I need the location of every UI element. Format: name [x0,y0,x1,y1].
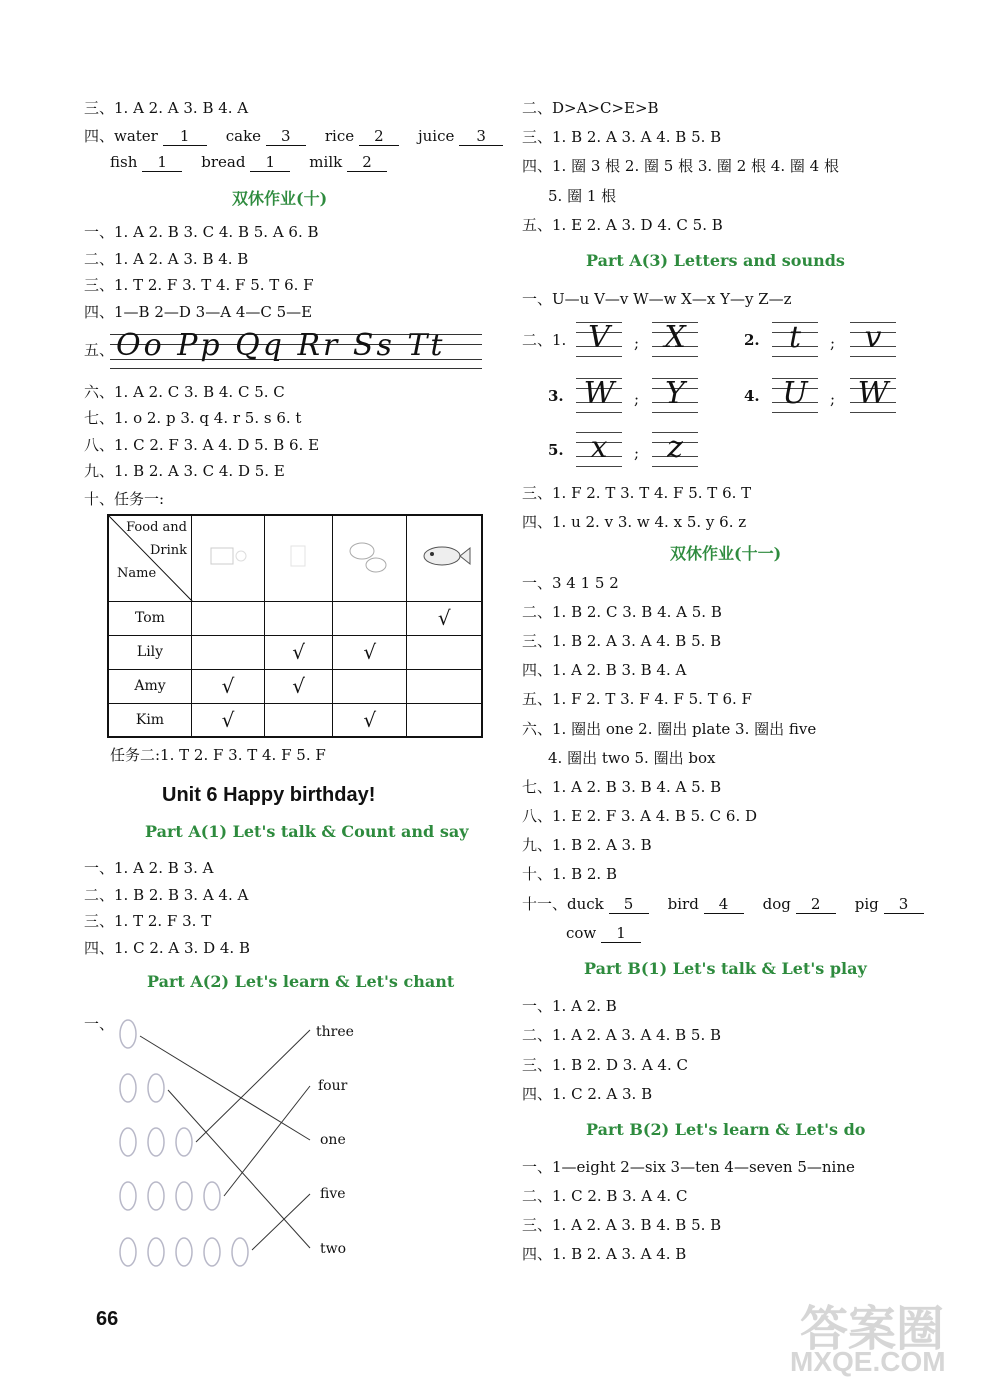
handwriting-letters: Oo Pp Qq Rr Ss Tt [116,328,446,363]
name-cell: Kim [108,703,191,737]
table-header-row [108,515,482,601]
answer-line: 六、1. 圈出 one 2. 圈出 plate 3. 圈出 five [522,720,817,738]
word-two: two [320,1241,347,1257]
answer-line: 二、1. C 2. B 3. A 4. C [522,1187,688,1205]
answer-line: 二、1. A 2. A 3. A 4. B 5. B [522,1026,722,1044]
food-image-cell [265,515,333,601]
check-cell: √ [191,703,264,737]
name-cell: Amy [108,669,191,703]
matching-diagram [110,1012,340,1272]
check-cell [191,601,264,635]
answer-line: 四、1. C 2. A 3. D 4. B [84,939,250,957]
blank: 5 [609,895,649,914]
text: pig [854,895,879,913]
blank: 3 [884,895,924,914]
answer-label: 五、 [84,341,115,359]
answer-line: 二、1. A 2. A 3. B 4. B [84,250,249,268]
check-cell [333,601,407,635]
juice-picture-icon [279,536,319,576]
text: milk [309,153,343,171]
guide-line [110,368,482,369]
answer-label: 5. [548,441,564,459]
letter: V [588,320,610,355]
check-cell [265,703,333,737]
answer-line: 十、1. B 2. B [522,865,617,883]
answer-line: 二、D>A>C>E>B [522,99,659,117]
separator: ; [634,334,640,352]
answer-line: 三、1. B 2. D 3. A 4. C [522,1056,688,1074]
answer-line: 四、1. C 2. A 3. B [522,1085,653,1103]
letter: X [664,320,686,355]
answer-line: 三、1. B 2. A 3. A 4. B 5. B [522,128,722,146]
header-name: Name [117,566,157,581]
blank: 3 [266,127,306,146]
answer-line: 四、1. B 2. A 3. A 4. B [522,1245,687,1263]
answer-label: 4. [744,387,760,405]
blank: 1 [250,153,290,172]
answer-line: 一、1—eight 2—six 3—ten 4—seven 5—nine [522,1158,855,1176]
blank: 1 [601,924,641,943]
letter: z [667,430,683,465]
answer-line: 三、1. A 2. A 3. B 4. B 5. B [522,1216,722,1234]
candle-icons [120,1020,248,1266]
answer-line: 九、1. B 2. A 3. C 4. D 5. E [84,462,285,480]
answer-line-blanks [110,152,387,172]
answer-line: 三、1. T 2. F 3. T [84,912,212,930]
letter-cell [850,318,896,360]
rice-picture-icon [340,531,400,581]
word-five: five [320,1186,346,1202]
answer-line: 四、1. u 2. v 3. w 4. x 5. y 6. z [522,513,747,531]
answer-line: 三、1. F 2. T 3. T 4. F 5. T 6. T [522,484,752,502]
answer-line: 十、任务一: [84,490,165,508]
food-image-cell [407,515,482,601]
section-heading: 双休作业(十) [232,189,328,208]
table-row [108,601,482,635]
text: 十一、duck [522,895,604,913]
letter-cell [652,318,698,360]
header-food: Food and [126,520,187,535]
diagonal-header-cell [108,515,191,601]
answer-line: 六、1. A 2. C 3. B 4. C 5. C [84,383,285,401]
letter: U [782,376,808,411]
answer-label: 二、1. [522,331,567,349]
letter-cell [772,374,818,416]
text: bread [201,153,246,171]
answer-line: 一、U—u V—v W—w X—x Y—y Z—z [522,290,792,308]
answer-line: 三、1. T 2. F 3. T 4. F 5. T 6. F [84,276,314,294]
answer-line: 七、1. o 2. p 3. q 4. r 5. s 6. t [84,409,302,427]
blank: 1 [163,127,207,146]
fish-picture-icon [414,536,474,576]
section-heading: Part B(1) Let's talk & Let's play [584,959,867,978]
text: rice [324,127,355,145]
check-cell [407,669,482,703]
answer-line: 二、1. B 2. C 3. B 4. A 5. B [522,603,722,621]
check-cell: √ [265,669,333,703]
section-heading: Part A(1) Let's talk & Count and say [145,822,469,841]
check-cell: √ [333,703,407,737]
check-cell [333,669,407,703]
answer-line: 五、1. E 2. A 3. D 4. C 5. B [522,216,723,234]
section-heading: 双休作业(十一) [670,544,782,563]
text: cake [225,127,262,145]
letter-cell [772,318,818,360]
check-cell: √ [407,601,482,635]
text: cow [566,924,597,942]
blank: 2 [796,895,836,914]
blank: 2 [347,153,387,172]
letter: v [864,320,882,355]
text: bird [667,895,699,913]
answer-line: 四、1. A 2. B 3. B 4. A [522,661,687,679]
check-cell [407,635,482,669]
answer-line: 九、1. B 2. A 3. B [522,836,652,854]
blank: 4 [704,895,744,914]
letter: t [788,320,802,355]
unit-title: Unit 6 Happy birthday! [162,784,376,806]
answer-line: 三、1. B 2. A 3. A 4. B 5. B [522,632,722,650]
letter-cell [652,374,698,416]
answer-line: 一、1. A 2. B 3. C 4. B 5. A 6. B [84,223,319,241]
check-cell: √ [333,635,407,669]
answer-line: 五、1. F 2. T 3. F 4. F 5. T 6. F [522,690,752,708]
word-three: three [316,1024,354,1040]
food-image-cell [333,515,407,601]
letter-cell [576,318,622,360]
answer-line-blanks [84,126,503,146]
table-row [108,703,482,737]
answer-line: 三、1. A 2. A 3. B 4. A [84,99,249,117]
answer-line: 四、1. 圈 3 根 2. 圈 5 根 3. 圈 2 根 4. 圈 4 根 [522,157,839,175]
answer-label: 3. [548,387,564,405]
blank: 1 [142,153,182,172]
blank: 3 [459,127,503,146]
answer-line: 一、3 4 1 5 2 [522,574,619,592]
check-cell [191,635,264,669]
answer-line: 四、1—B 2—D 3—A 4—C 5—E [84,303,313,321]
text: fish [110,153,138,171]
letter-cell [576,374,622,416]
name-cell: Tom [108,601,191,635]
text: dog [762,895,791,913]
watermark-domain: MXQE.COM [790,1346,946,1377]
answer-line: 一、1. A 2. B [522,997,617,1015]
separator: ; [830,334,836,352]
text: 四、water [84,127,158,145]
section-heading: Part A(3) Letters and sounds [586,251,845,270]
food-image-cell [191,515,264,601]
watermark-logo: 答案圈 [800,1303,945,1356]
section-heading: Part A(2) Let's learn & Let's chant [147,972,455,991]
check-cell: √ [265,635,333,669]
answer-line: 4. 圈出 two 5. 圈出 box [548,749,716,767]
page-number: 66 [96,1308,119,1330]
answer-line: 八、1. E 2. F 3. A 4. B 5. C 6. D [522,807,758,825]
answer-line: 任务二:1. T 2. F 3. T 4. F 5. F [110,746,326,764]
letter: W [857,376,889,411]
letter-cell [652,428,698,470]
answer-line: 二、1. B 2. B 3. A 4. A [84,886,249,904]
letter: W [583,376,615,411]
answer-line: 八、1. C 2. F 3. A 4. D 5. B 6. E [84,436,320,454]
milk-picture-icon [203,536,253,576]
letter: Y [665,376,685,411]
table-row [108,669,482,703]
separator: ; [634,390,640,408]
answer-line-blanks [566,923,641,943]
answer-label: 一、 [84,1015,115,1033]
letter-cell [576,428,622,470]
separator: ; [634,444,640,462]
food-drink-table [107,514,483,738]
answer-line: 5. 圈 1 根 [548,187,617,205]
answer-line: 一、1. A 2. B 3. A [84,859,214,877]
answer-line: 七、1. A 2. B 3. B 4. A 5. B [522,778,722,796]
word-four: four [318,1078,348,1094]
answer-line-blanks [522,894,924,914]
letter-cell [850,374,896,416]
word-one: one [320,1132,346,1148]
check-cell [265,601,333,635]
name-cell: Lily [108,635,191,669]
matching-lines [140,1030,310,1250]
table-row [108,635,482,669]
header-drink: Drink [149,543,187,558]
text: juice [418,127,455,145]
separator: ; [830,390,836,408]
blank: 2 [359,127,399,146]
check-cell: √ [191,669,264,703]
check-cell [407,703,482,737]
answer-label: 2. [744,331,760,349]
letter: x [590,430,608,465]
section-heading: Part B(2) Let's learn & Let's do [586,1120,866,1139]
